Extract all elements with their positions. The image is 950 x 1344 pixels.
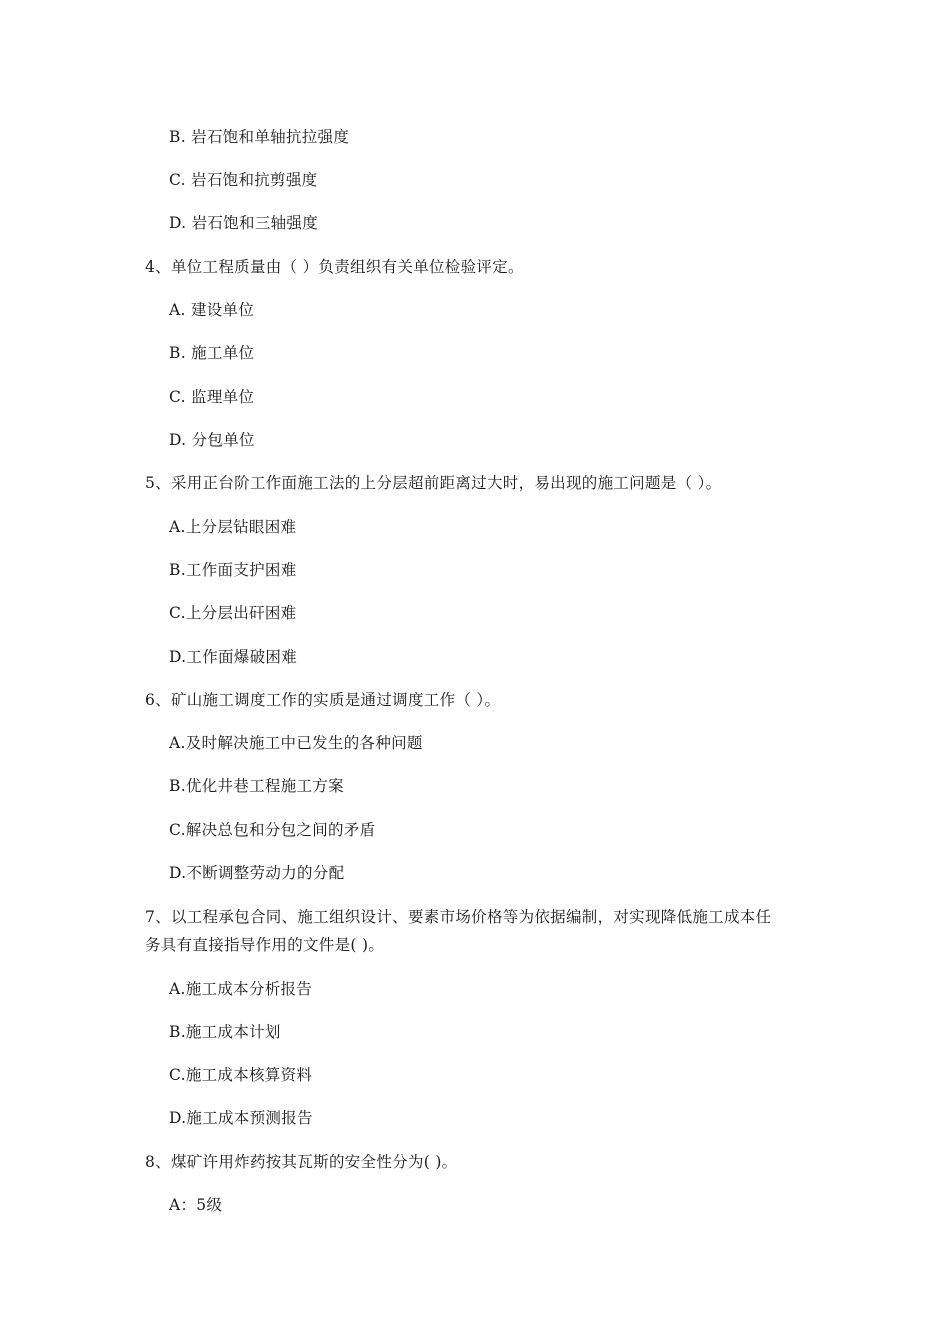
option-6d: D.不断调整劳动力的分配 xyxy=(169,864,345,882)
option-5c: C.上分层出矸困难 xyxy=(169,604,297,622)
option-4d: D. 分包单位 xyxy=(169,431,255,449)
question-4: 4、单位工程质量由（ ）负责组织有关单位检验评定。 xyxy=(145,258,524,276)
option-4a: A. 建设单位 xyxy=(169,301,255,319)
question-8: 8、煤矿许用炸药按其瓦斯的安全性分为( )。 xyxy=(145,1153,458,1171)
option-5d: D.工作面爆破困难 xyxy=(169,648,298,666)
option-7b: B.施工成本计划 xyxy=(169,1023,281,1041)
option-6a: A.及时解决施工中已发生的各种问题 xyxy=(169,734,423,752)
option-5b: B.工作面支护困难 xyxy=(169,561,297,579)
option-7a: A.施工成本分析报告 xyxy=(169,980,313,998)
question-7-line1: 7、以工程承包合同、施工组织设计、要素市场价格等为依据编制，对实现降低施工成本任 xyxy=(145,908,772,926)
question-5: 5、采用正台阶工作面施工法的上分层超前距离过大时，易出现的施工问题是（ ）。 xyxy=(145,474,722,492)
option-7c: C.施工成本核算资料 xyxy=(169,1066,313,1084)
question-7-line2: 务具有直接指导作用的文件是( )。 xyxy=(145,936,385,954)
question-6: 6、矿山施工调度工作的实质是通过调度工作（ ）。 xyxy=(145,691,501,709)
option-8a: A：5级 xyxy=(169,1196,223,1214)
option-6c: C.解决总包和分包之间的矛盾 xyxy=(169,821,376,839)
option-5a: A.上分层钻眼困难 xyxy=(169,518,297,536)
option-3b: B. 岩石饱和单轴抗拉强度 xyxy=(169,128,350,146)
option-4b: B. 施工单位 xyxy=(169,344,255,362)
option-4c: C. 监理单位 xyxy=(169,388,255,406)
option-3d: D. 岩石饱和三轴强度 xyxy=(169,214,319,232)
option-7d: D.施工成本预测报告 xyxy=(169,1109,313,1127)
option-6b: B.优化井巷工程施工方案 xyxy=(169,777,344,795)
option-3c: C. 岩石饱和抗剪强度 xyxy=(169,171,318,189)
